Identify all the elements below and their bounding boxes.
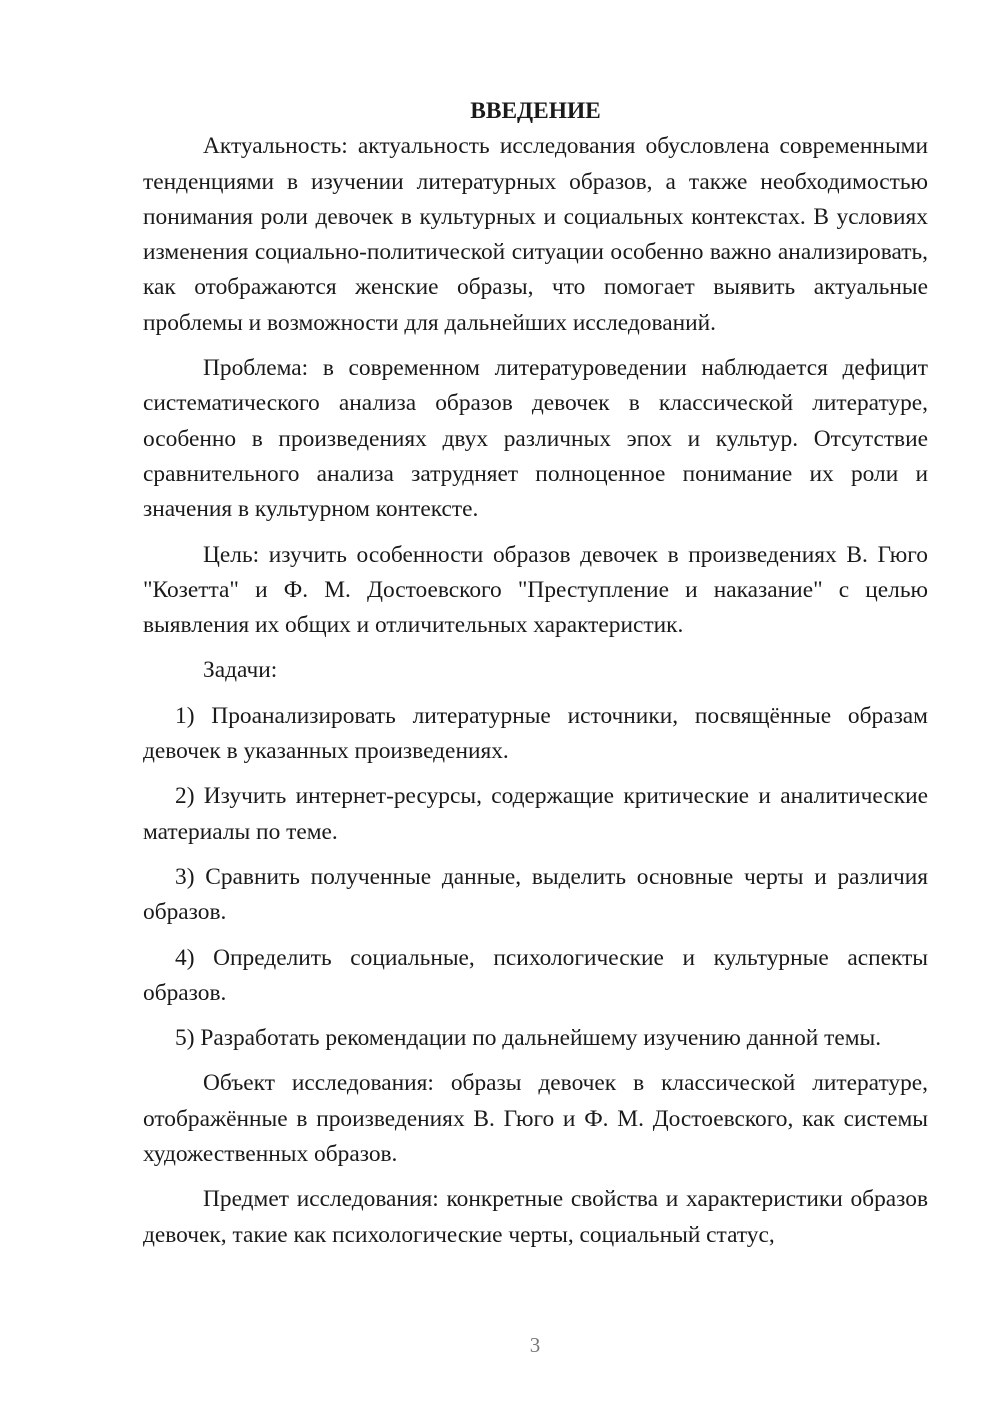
goal-paragraph: Цель: изучить особенности образов девочек в произведениях В. Гюго "Козетта" и Ф. М. Достоевского "Преступление и наказание" с целью выявления их общих и отличительных характеристик. [143,541,928,639]
task-item-3: 3) Сравнить полученные данные, выделить основные черты и различия образов. [143,863,928,926]
task-item-2: 2) Изучить интернет-ресурсы, содержащие критические и аналитические материалы по теме. [143,783,928,845]
section-heading: ВВЕДЕНИЕ [470,98,601,124]
task-item-4: 4) Определить социальные, психологические и культурные аспекты образов. [143,944,928,1006]
task-item-1: 1) Проанализировать литературные источники, посвящённые образам девочек в указанных произведениях. [143,702,928,765]
object-paragraph: Объект исследования: образы девочек в классической литературе, отображённые в произведениях В. Гюго и Ф. М. Достоевского, как системы художественных образов. [143,1070,928,1168]
problem-paragraph: Проблема: в современном литературоведении наблюдается дефицит систематического анализа образов девочек в классической литературе, особенно в произведениях двух различных эпох и культур. Отсутствие сравнительного анализа затрудняет полноценное понимание их роли и значения в культурном контексте. [143,355,928,523]
tasks-label: Задачи: [203,657,278,684]
page-content [143,94,928,1253]
relevance-paragraph: Актуальность: актуальность исследования обусловлена современными тенденциями в изучении литературных образов, а также необходимостью понимания роли девочек в культурных и социальных контекстах. В условиях изменения социально-политической ситуации особенно важно анализировать, как отображаются женские образы, что помогает выявить актуальные проблемы и возможности для дальнейших исследований. [143,133,928,336]
page-number: 3 [529,1333,541,1357]
subject-paragraph: Предмет исследования: конкретные свойства и характеристики образов девочек, такие как психологические черты, социальный статус, [143,1186,928,1248]
task-item-5: 5) Разработать рекомендации по дальнейшему изучению данной темы. [175,1025,882,1052]
